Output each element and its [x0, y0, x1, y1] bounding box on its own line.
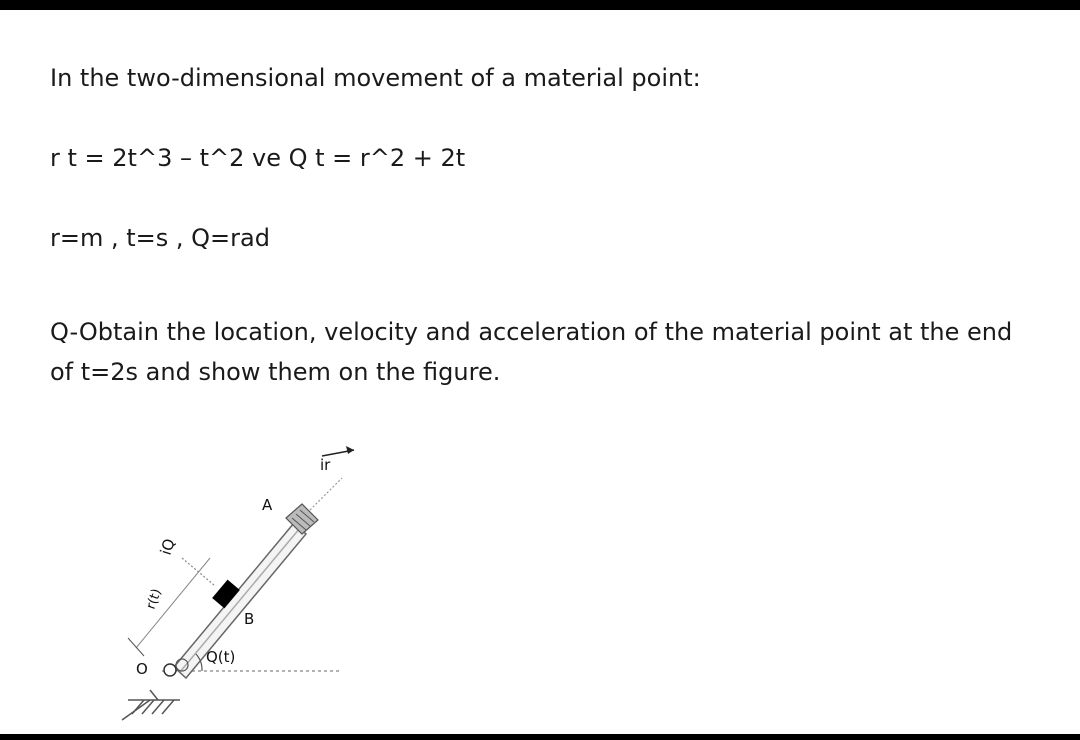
ground-support: [122, 690, 180, 720]
equations-line: r t = 2t^3 – t^2 ve Q t = r^2 + 2t: [50, 144, 466, 172]
document-page: [0, 10, 1080, 734]
rod: [174, 523, 306, 678]
label-angle: Q(t): [206, 648, 236, 666]
label-iq: iQ: [156, 536, 179, 558]
label-b: B: [244, 610, 255, 628]
iq-unit-vector: [182, 558, 214, 585]
label-ir: ir: [320, 456, 331, 474]
question-line-2: of t=2s and show them on the figure.: [50, 358, 501, 386]
problem-intro: In the two-dimensional movement of a material point:: [50, 64, 701, 92]
mechanism-figure: [110, 438, 370, 728]
units-line: r=m , t=s , Q=rad: [50, 224, 270, 252]
question-line-1: Q-Obtain the location, velocity and acceleration of the material point at the end: [50, 318, 1013, 346]
ir-unit-vector: [310, 478, 342, 510]
label-radius: r(t): [143, 586, 165, 612]
pivot-circle: [164, 664, 176, 676]
ir-arrow-head: [346, 446, 354, 454]
label-a: A: [262, 496, 273, 514]
label-o: O: [136, 660, 148, 678]
